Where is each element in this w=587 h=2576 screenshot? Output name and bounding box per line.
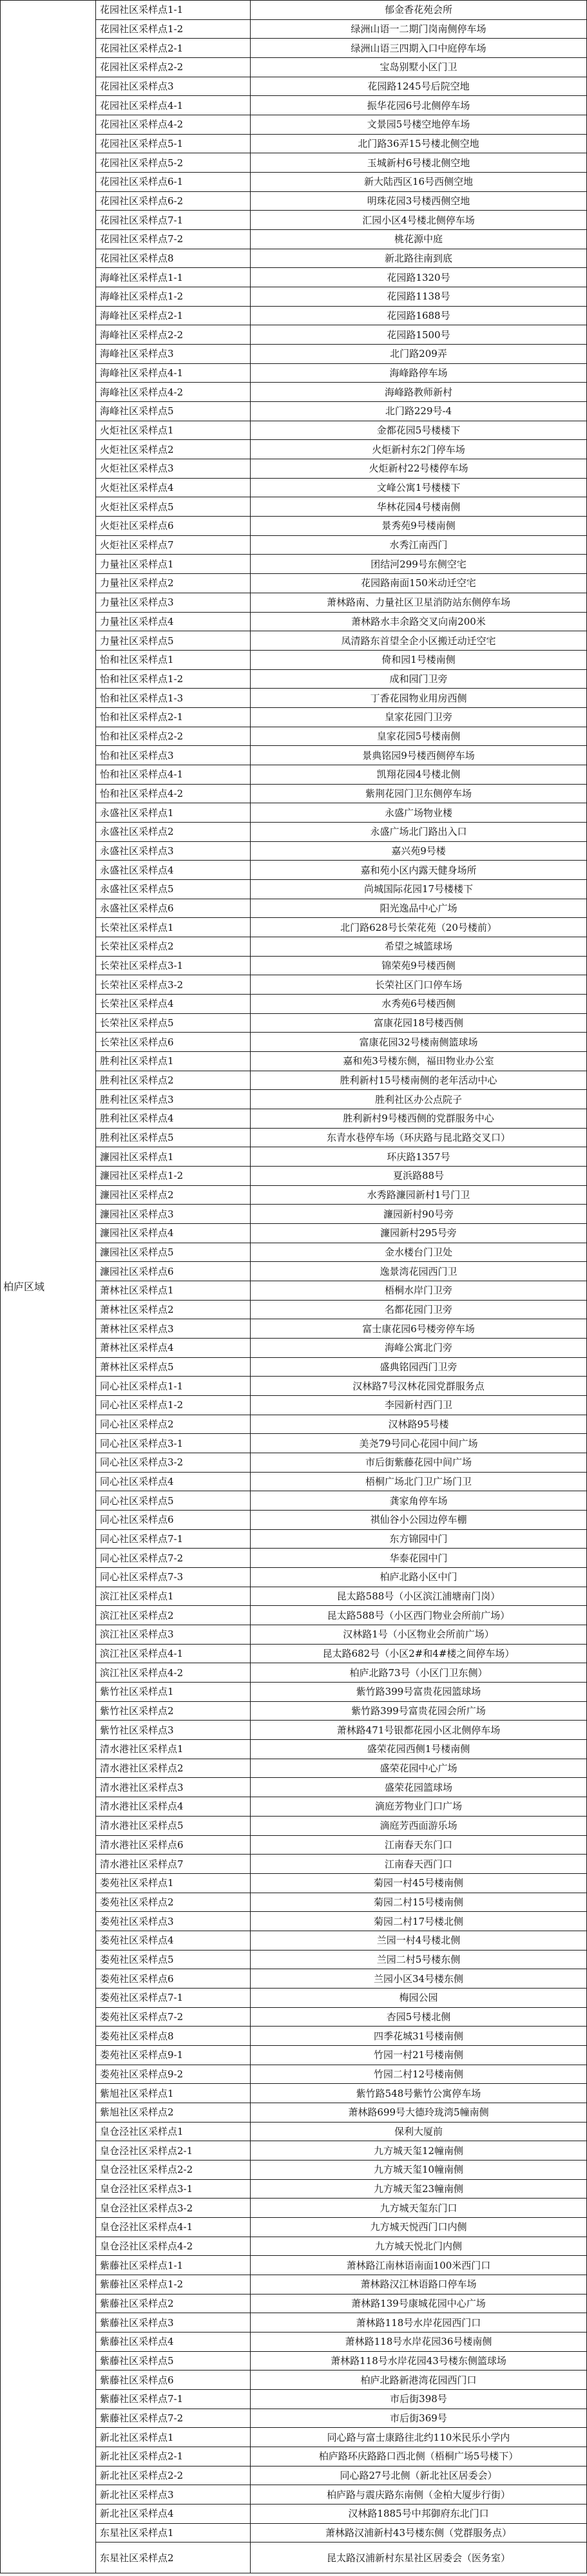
sampling-point-name-cell: 怡和社区采样点1-2: [96, 669, 251, 689]
table-body: [1, 1, 587, 2573]
sampling-point-name-cell: 花园社区采样点2-1: [96, 39, 251, 58]
sampling-point-name-cell: 火炬社区采样点6: [96, 517, 251, 536]
sampling-point-name-cell: 海峰社区采样点2-1: [96, 306, 251, 325]
sampling-location-cell: 九方城天玺12幢南侧: [251, 2141, 587, 2161]
sampling-point-name-cell: 永盛社区采样点1: [96, 803, 251, 823]
sampling-point-name-cell: 娄苑社区采样点7-1: [96, 1988, 251, 2007]
sampling-point-name-cell: 萧林社区采样点4: [96, 1339, 251, 1358]
sampling-point-name-cell: 花园社区采样点5-1: [96, 134, 251, 153]
sampling-location-cell: 昆太路682号（小区2#和4#楼之间停车场）: [251, 1644, 587, 1663]
sampling-location-cell: 嘉和苑3号楼东侧，福田物业办公室: [251, 1051, 587, 1071]
sampling-location-cell: 兰园一村4号楼北侧: [251, 1931, 587, 1950]
sampling-point-name-cell: 同心社区采样点7-3: [96, 1568, 251, 1587]
sampling-point-name-cell: 新北社区采样点1: [96, 2428, 251, 2447]
sampling-location-cell: 凤清路东首望全企小区搬迁动迁空宅: [251, 631, 587, 651]
sampling-point-name-cell: 胜利社区采样点3: [96, 1090, 251, 1109]
sampling-location-cell: 同心路与富士康路往北约110米民乐小学内: [251, 2428, 587, 2447]
sampling-location-cell: 柏庐北路小区中门: [251, 1568, 587, 1587]
sampling-point-name-cell: 花园社区采样点6-1: [96, 173, 251, 192]
sampling-location-cell: 龚家角停车场: [251, 1491, 587, 1511]
sampling-location-cell: 新大陆西区16号西侧空地: [251, 173, 587, 192]
sampling-location-cell: 金水楼台门卫处: [251, 1243, 587, 1262]
sampling-location-cell: 花园路南面150米动迁空宅: [251, 574, 587, 593]
sampling-location-cell: 宝岛别墅小区门卫: [251, 58, 587, 77]
sampling-point-name-cell: 永盛社区采样点6: [96, 899, 251, 918]
sampling-location-cell: 夏浜路88号: [251, 1166, 587, 1185]
sampling-location-cell: 花园路1245号后院空地: [251, 77, 587, 96]
sampling-point-name-cell: 皇仓泾社区采样点3-2: [96, 2199, 251, 2218]
sampling-location-cell: 梅园公园: [251, 1988, 587, 2007]
sampling-location-cell: 梧桐水岸门卫旁: [251, 1281, 587, 1301]
sampling-location-cell: 胜利社区办公点院子: [251, 1090, 587, 1109]
sampling-location-cell: 兰园小区34号楼东侧: [251, 1969, 587, 1989]
sampling-point-name-cell: 娄苑社区采样点2: [96, 1893, 251, 1912]
sampling-location-cell: 紫竹路399号富贵花园会所广场: [251, 1701, 587, 1721]
sampling-point-name-cell: 长荣社区采样点6: [96, 1033, 251, 1052]
sampling-location-cell: 昆太路588号（小区滨江浦塘南门岗）: [251, 1587, 587, 1606]
sampling-point-name-cell: 滨江社区采样点3: [96, 1625, 251, 1645]
sampling-location-cell: 团结河299号东侧空宅: [251, 555, 587, 574]
sampling-point-name-cell: 紫旭社区采样点1: [96, 2084, 251, 2103]
sampling-location-cell: 华林花园4号楼南侧: [251, 497, 587, 517]
sampling-point-name-cell: 紫藤社区采样点1-2: [96, 2275, 251, 2294]
sampling-point-name-cell: 新北社区采样点4: [96, 2504, 251, 2524]
sampling-point-name-cell: 花园社区采样点8: [96, 249, 251, 268]
sampling-point-name-cell: 同心社区采样点3-2: [96, 1453, 251, 1473]
sampling-location-cell: 萧林路汉江林语路口停车场: [251, 2275, 587, 2294]
sampling-point-name-cell: 火炬社区采样点7: [96, 535, 251, 555]
sampling-point-name-cell: 海峰社区采样点1-1: [96, 268, 251, 287]
sampling-point-name-cell: 同心社区采样点1-2: [96, 1396, 251, 1415]
sampling-location-cell: 萧林路南、力量社区卫星消防站东侧停车场: [251, 593, 587, 612]
sampling-point-name-cell: 火炬社区采样点3: [96, 459, 251, 479]
sampling-location-cell: 萧林路水丰余路交叉向南200米: [251, 612, 587, 631]
sampling-point-name-cell: 火炬社区采样点4: [96, 478, 251, 497]
sampling-location-cell: 锦荣苑9号楼西侧: [251, 956, 587, 975]
sampling-point-name-cell: 同心社区采样点7-2: [96, 1549, 251, 1568]
sampling-point-name-cell: 皇仓泾社区采样点4-2: [96, 2237, 251, 2256]
sampling-location-cell: 火炬新村东2门停车场: [251, 440, 587, 459]
sampling-point-name-cell: 娄苑社区采样点3: [96, 1912, 251, 1931]
sampling-point-name-cell: 同心社区采样点3-1: [96, 1434, 251, 1453]
sampling-location-cell: 竹园一村21号楼南侧: [251, 2045, 587, 2065]
sampling-point-name-cell: 火炬社区采样点1: [96, 421, 251, 440]
sampling-point-name-cell: 同心社区采样点1-1: [96, 1377, 251, 1396]
sampling-location-cell: 滴庭芳物业门口广场: [251, 1797, 587, 1817]
sampling-location-cell: 北门路229号-4: [251, 402, 587, 421]
sampling-location-cell: 振华花园6号北侧停车场: [251, 96, 587, 115]
sampling-point-name-cell: 火炬社区采样点5: [96, 497, 251, 517]
sampling-location-cell: 绿洲山语一二期门岗南侧停车场: [251, 19, 587, 39]
sampling-point-name-cell: 同心社区采样点5: [96, 1491, 251, 1511]
sampling-point-name-cell: 紫竹社区采样点3: [96, 1721, 251, 1740]
sampling-location-cell: 金都花园5号楼楼下: [251, 421, 587, 440]
sampling-location-cell: 海峰路教师新村: [251, 383, 587, 402]
sampling-location-cell: 萧林路139号康城花园中心广场: [251, 2294, 587, 2313]
sampling-point-name-cell: 同心社区采样点2: [96, 1415, 251, 1434]
sampling-point-name-cell: 濂园社区采样点5: [96, 1243, 251, 1262]
sampling-location-cell: 希望之城篮球场: [251, 937, 587, 956]
sampling-point-name-cell: 娄苑社区采样点8: [96, 2027, 251, 2046]
sampling-point-name-cell: 濂园社区采样点1-2: [96, 1166, 251, 1185]
sampling-location-cell: 祺仙谷小公园边停车棚: [251, 1511, 587, 1530]
sampling-location-cell: 萧林路118号水岸花园西门口: [251, 2313, 587, 2333]
sampling-location-cell: 文峰公寓1号楼楼下: [251, 478, 587, 497]
sampling-location-cell: 永盛广场北门路出入口: [251, 822, 587, 841]
sampling-location-cell: 市后街紫藤花园中间广场: [251, 1453, 587, 1473]
sampling-point-name-cell: 清水港社区采样点3: [96, 1778, 251, 1797]
sampling-point-name-cell: 同心社区采样点6: [96, 1511, 251, 1530]
sampling-location-cell: 九方城天玺23幢南侧: [251, 2179, 587, 2199]
sampling-location-cell: 九方城天悦北门内侧: [251, 2237, 587, 2256]
sampling-location-cell: 火炬新村22号楼停车场: [251, 459, 587, 479]
sampling-location-cell: 花园路1500号: [251, 325, 587, 345]
sampling-location-cell: 濂园新村90号旁: [251, 1205, 587, 1224]
sampling-point-name-cell: 濂园社区采样点1: [96, 1147, 251, 1167]
sampling-location-cell: 阳光逸品中心广场: [251, 899, 587, 918]
sampling-point-name-cell: 花园社区采样点5-2: [96, 153, 251, 173]
sampling-point-name-cell: 胜利社区采样点5: [96, 1128, 251, 1147]
sampling-location-cell: 东方锦园中门: [251, 1529, 587, 1549]
sampling-location-cell: 江南春天东门口: [251, 1835, 587, 1855]
sampling-point-name-cell: 新北社区采样点3: [96, 2485, 251, 2504]
sampling-location-cell: 萧林路118号水岸花园43号楼东侧篮球场: [251, 2351, 587, 2371]
sampling-location-cell: 昆太路汉浦新村东星社区居委会（医务室）: [251, 2543, 587, 2573]
sampling-point-name-cell: 胜利社区采样点1: [96, 1051, 251, 1071]
sampling-point-name-cell: 怡和社区采样点3: [96, 746, 251, 765]
sampling-point-name-cell: 永盛社区采样点5: [96, 879, 251, 899]
sampling-location-cell: 丁香花园物业用房西侧: [251, 689, 587, 708]
sampling-location-cell: 九方城天玺10幢南侧: [251, 2160, 587, 2179]
sampling-location-cell: 东青水巷停车场（环庆路与昆北路交叉口）: [251, 1128, 587, 1147]
sampling-location-cell: 海峰路停车场: [251, 363, 587, 383]
sampling-location-cell: 柏庐路与震庆路东南侧（金柏大厦步行街）: [251, 2485, 587, 2504]
sampling-point-name-cell: 滨江社区采样点2: [96, 1606, 251, 1625]
sampling-point-name-cell: 紫藤社区采样点1-1: [96, 2256, 251, 2275]
sampling-location-cell: 嘉和苑小区内露天健身场所: [251, 861, 587, 880]
sampling-point-name-cell: 萧林社区采样点5: [96, 1357, 251, 1377]
sampling-point-name-cell: 力量社区采样点1: [96, 555, 251, 574]
sampling-point-name-cell: 紫藤社区采样点6: [96, 2371, 251, 2390]
sampling-point-name-cell: 海峰社区采样点4-2: [96, 383, 251, 402]
sampling-point-name-cell: 海峰社区采样点3: [96, 345, 251, 364]
sampling-point-name-cell: 胜利社区采样点4: [96, 1109, 251, 1128]
sampling-location-cell: 花园路1320号: [251, 268, 587, 287]
sampling-location-cell: 北门路628号长荣花苑（20号楼前）: [251, 918, 587, 937]
sampling-point-name-cell: 怡和社区采样点1-3: [96, 689, 251, 708]
sampling-point-name-cell: 花园社区采样点7-1: [96, 211, 251, 230]
sampling-location-cell: 市后街398号: [251, 2389, 587, 2409]
sampling-point-name-cell: 娄苑社区采样点9-1: [96, 2045, 251, 2065]
sampling-location-cell: 嘉兴苑9号楼: [251, 841, 587, 861]
sampling-location-cell: 尚城国际花园17号楼楼下: [251, 879, 587, 899]
sampling-location-cell: 菊园一村45号楼南侧: [251, 1873, 587, 1893]
sampling-point-name-cell: 东星社区采样点1: [96, 2523, 251, 2543]
sampling-point-name-cell: 花园社区采样点6-2: [96, 191, 251, 211]
sampling-location-cell: 汉林路7号汉林花园党群服务点: [251, 1377, 587, 1396]
sampling-point-name-cell: 皇仓泾社区采样点3-1: [96, 2179, 251, 2199]
sampling-location-cell: 富康花园18号楼西侧: [251, 1013, 587, 1033]
district-cell: 柏庐区域: [1, 1, 96, 2573]
sampling-point-name-cell: 力量社区采样点2: [96, 574, 251, 593]
sampling-location-cell: 逸景湾花园西门卫: [251, 1262, 587, 1281]
sampling-location-cell: 北门路36弄15号楼北侧空地: [251, 134, 587, 153]
sampling-location-cell: 倚和园1号楼南侧: [251, 650, 587, 669]
sampling-location-cell: 江南春天西门口: [251, 1855, 587, 1874]
sampling-point-name-cell: 滨江社区采样点4-1: [96, 1644, 251, 1663]
sampling-location-cell: 郁金香花苑会所: [251, 1, 587, 20]
sampling-point-name-cell: 花园社区采样点1-1: [96, 1, 251, 20]
sampling-location-cell: 盛荣花园篮球场: [251, 1778, 587, 1797]
sampling-location-cell: 汉林路1号（小区物业会所前广场）: [251, 1625, 587, 1645]
sampling-point-name-cell: 怡和社区采样点4-2: [96, 784, 251, 803]
sampling-location-cell: 盛典铭园西门卫旁: [251, 1357, 587, 1377]
sampling-point-name-cell: 花园社区采样点4-1: [96, 96, 251, 115]
sampling-location-cell: 富康花园32号楼南侧篮球场: [251, 1033, 587, 1052]
sampling-point-name-cell: 怡和社区采样点1: [96, 650, 251, 669]
sampling-location-cell: 盛荣花园中心广场: [251, 1759, 587, 1778]
sampling-point-name-cell: 紫藤社区采样点4: [96, 2332, 251, 2351]
sampling-point-name-cell: 海峰社区采样点2-2: [96, 325, 251, 345]
sampling-point-name-cell: 新北社区采样点2-2: [96, 2466, 251, 2485]
sampling-point-name-cell: 濂园社区采样点3: [96, 1205, 251, 1224]
sampling-location-cell: 保利大厦前: [251, 2122, 587, 2141]
sampling-point-name-cell: 紫竹社区采样点1: [96, 1683, 251, 1702]
sampling-location-cell: 九方城天悦西门口内侧: [251, 2217, 587, 2237]
sampling-point-name-cell: 海峰社区采样点4-1: [96, 363, 251, 383]
sampling-point-name-cell: 濂园社区采样点6: [96, 1262, 251, 1281]
sampling-location-cell: 水秀苑6号楼西侧: [251, 994, 587, 1013]
sampling-location-cell: 萧林路汉浦新村43号楼东侧（党群服务点）: [251, 2523, 587, 2543]
sampling-point-name-cell: 濂园社区采样点4: [96, 1224, 251, 1243]
sampling-point-name-cell: 怡和社区采样点2-1: [96, 707, 251, 727]
sampling-point-name-cell: 长荣社区采样点3-1: [96, 956, 251, 975]
sampling-location-cell: 竹园二村12号楼南侧: [251, 2065, 587, 2084]
sampling-point-name-cell: 滨江社区采样点1: [96, 1587, 251, 1606]
sampling-point-name-cell: 胜利社区采样点2: [96, 1071, 251, 1090]
sampling-point-name-cell: 娄苑社区采样点9-2: [96, 2065, 251, 2084]
sampling-location-cell: 滴庭芳西面游乐场: [251, 1816, 587, 1835]
sampling-location-cell: 景秀苑9号楼南侧: [251, 517, 587, 536]
sampling-location-cell: 富士康花园6号楼旁停车场: [251, 1319, 587, 1339]
sampling-point-name-cell: 皇仓泾社区采样点4-1: [96, 2217, 251, 2237]
sampling-point-name-cell: 皇仓泾社区采样点1: [96, 2122, 251, 2141]
sampling-location-cell: 菊园二村15号楼南侧: [251, 1893, 587, 1912]
sampling-point-name-cell: 长荣社区采样点5: [96, 1013, 251, 1033]
sampling-location-cell: 胜利新村15号楼南侧的老年活动中心: [251, 1071, 587, 1090]
sampling-point-name-cell: 清水港社区采样点2: [96, 1759, 251, 1778]
sampling-location-cell: 花园路1688号: [251, 306, 587, 325]
sampling-location-cell: 胜利新村9号楼西侧的党群服务中心: [251, 1109, 587, 1128]
sampling-location-cell: 四季花城31号楼南侧: [251, 2027, 587, 2046]
sampling-point-name-cell: 紫竹社区采样点2: [96, 1701, 251, 1721]
sampling-location-cell: 成和园门卫旁: [251, 669, 587, 689]
sampling-location-cell: 北门路209弄: [251, 345, 587, 364]
sampling-point-name-cell: 娄苑社区采样点4: [96, 1931, 251, 1950]
sampling-point-name-cell: 长荣社区采样点1: [96, 918, 251, 937]
sampling-location-cell: 柏庐北路新港湾花园西门口: [251, 2371, 587, 2390]
sampling-point-name-cell: 萧林社区采样点1: [96, 1281, 251, 1301]
sampling-point-name-cell: 皇仓泾社区采样点2-2: [96, 2160, 251, 2179]
sampling-point-name-cell: 清水港社区采样点1: [96, 1740, 251, 1759]
sampling-point-name-cell: 清水港社区采样点6: [96, 1835, 251, 1855]
sampling-location-cell: 紫竹路548号紫竹公寓停车场: [251, 2084, 587, 2103]
sampling-location-cell: 海峰公寓北门旁: [251, 1339, 587, 1358]
sampling-point-name-cell: 永盛社区采样点3: [96, 841, 251, 861]
sampling-location-cell: 桃花源中庭: [251, 230, 587, 249]
sampling-location-cell: 长荣社区门口停车场: [251, 975, 587, 995]
sampling-location-cell: 名都花园门卫旁: [251, 1300, 587, 1319]
sampling-point-name-cell: 海峰社区采样点1-2: [96, 287, 251, 307]
sampling-location-cell: 九方城天玺东门口: [251, 2199, 587, 2218]
sampling-location-cell: 紫竹路399号富贵花园篮球场: [251, 1683, 587, 1702]
sampling-location-cell: 文景园5号楼空地停车场: [251, 115, 587, 135]
sampling-location-cell: 梧桐广场北门卫广场门卫: [251, 1472, 587, 1491]
sampling-location-cell: 皇家花园门卫旁: [251, 707, 587, 727]
sampling-point-name-cell: 长荣社区采样点2: [96, 937, 251, 956]
sampling-point-name-cell: 清水港社区采样点7: [96, 1855, 251, 1874]
sampling-location-cell: 水秀路濂园新村1号门卫: [251, 1185, 587, 1205]
sampling-point-name-cell: 娄苑社区采样点5: [96, 1950, 251, 1969]
sampling-point-name-cell: 怡和社区采样点2-2: [96, 727, 251, 746]
sampling-location-cell: 新北路往南到底: [251, 249, 587, 268]
sampling-location-cell: 永盛广场物业楼: [251, 803, 587, 823]
sampling-point-name-cell: 紫藤社区采样点2: [96, 2294, 251, 2313]
sampling-location-cell: 景典铭园9号楼西侧停车场: [251, 746, 587, 765]
sampling-location-cell: 汉林路95号楼: [251, 1415, 587, 1434]
sampling-point-name-cell: 永盛社区采样点2: [96, 822, 251, 841]
sampling-point-name-cell: 清水港社区采样点5: [96, 1816, 251, 1835]
sampling-location-cell: 昆太路588号（小区西门物业会所前广场）: [251, 1606, 587, 1625]
sampling-location-cell: 萧林路471号银都花园小区北侧停车场: [251, 1721, 587, 1740]
sampling-point-name-cell: 萧林社区采样点3: [96, 1319, 251, 1339]
sampling-point-name-cell: 长荣社区采样点3-2: [96, 975, 251, 995]
sampling-point-name-cell: 同心社区采样点7-1: [96, 1529, 251, 1549]
sampling-location-cell: 兰园二村5号楼东侧: [251, 1950, 587, 1969]
sampling-location-cell: 萧林路江南林语南面100米西门口: [251, 2256, 587, 2275]
sampling-point-name-cell: 清水港社区采样点4: [96, 1797, 251, 1817]
sampling-point-name-cell: 力量社区采样点3: [96, 593, 251, 612]
sampling-point-name-cell: 同心社区采样点4: [96, 1472, 251, 1491]
sampling-point-name-cell: 东星社区采样点2: [96, 2543, 251, 2573]
table-row: [1, 1, 587, 20]
sampling-point-name-cell: 花园社区采样点3: [96, 77, 251, 96]
sampling-location-cell: 萧林路118号水岸花园36号楼南侧: [251, 2332, 587, 2351]
sampling-point-name-cell: 濂园社区采样点2: [96, 1185, 251, 1205]
sampling-location-cell: 杏园5号楼北侧: [251, 2007, 587, 2027]
sampling-location-cell: 皇家花园5号楼南侧: [251, 727, 587, 746]
sampling-location-cell: 汇园小区4号楼北侧停车场: [251, 211, 587, 230]
sampling-location-cell: 同心路27号北侧（新北社区居委会）: [251, 2466, 587, 2485]
sampling-location-cell: 菊园二村17号楼北侧: [251, 1912, 587, 1931]
sampling-point-name-cell: 紫藤社区采样点7-2: [96, 2409, 251, 2428]
sampling-location-cell: 柏庐路环庆路路口西北侧（梧桐广场5号楼下）: [251, 2447, 587, 2466]
sampling-point-name-cell: 海峰社区采样点5: [96, 402, 251, 421]
sampling-point-name-cell: 火炬社区采样点2: [96, 440, 251, 459]
sampling-location-cell: 市后街369号: [251, 2409, 587, 2428]
sampling-point-name-cell: 花园社区采样点4-2: [96, 115, 251, 135]
sampling-location-cell: 盛荣花园西侧1号楼南侧: [251, 1740, 587, 1759]
sampling-location-cell: 玉城新村6号楼北侧空地: [251, 153, 587, 173]
sampling-point-name-cell: 花园社区采样点7-2: [96, 230, 251, 249]
sampling-point-name-cell: 娄苑社区采样点7-2: [96, 2007, 251, 2027]
sampling-point-name-cell: 紫旭社区采样点2: [96, 2103, 251, 2122]
sampling-point-name-cell: 力量社区采样点5: [96, 631, 251, 651]
sampling-point-name-cell: 紫藤社区采样点5: [96, 2351, 251, 2371]
sampling-location-cell: 明珠花园3号楼西侧空地: [251, 191, 587, 211]
sampling-location-cell: 汉林路1885号中邦御府东北门口: [251, 2504, 587, 2524]
sampling-location-cell: 绿洲山语三四期入口中庭停车场: [251, 39, 587, 58]
sampling-point-name-cell: 紫藤社区采样点3: [96, 2313, 251, 2333]
sampling-point-name-cell: 娄苑社区采样点6: [96, 1969, 251, 1989]
sampling-point-name-cell: 长荣社区采样点4: [96, 994, 251, 1013]
sampling-point-name-cell: 娄苑社区采样点1: [96, 1873, 251, 1893]
sampling-location-cell: 柏庐北路73号（小区门卫东侧）: [251, 1663, 587, 1683]
sampling-location-cell: 华泰花园中门: [251, 1549, 587, 1568]
sampling-location-cell: 凯翔花园4号楼北侧: [251, 765, 587, 784]
sampling-point-name-cell: 新北社区采样点2-1: [96, 2447, 251, 2466]
sampling-point-name-cell: 皇仓泾社区采样点2-1: [96, 2141, 251, 2161]
sampling-point-name-cell: 花园社区采样点2-2: [96, 58, 251, 77]
sampling-location-cell: 濂园新村295号旁: [251, 1224, 587, 1243]
sampling-location-cell: 萧林路699号大德玲珑湾5幢南侧: [251, 2103, 587, 2122]
sampling-location-cell: 水秀江南西门: [251, 535, 587, 555]
sampling-location-cell: 李园新村西门卫: [251, 1396, 587, 1415]
sampling-point-name-cell: 滨江社区采样点4-2: [96, 1663, 251, 1683]
sampling-location-cell: 紫荆花园门卫东侧停车场: [251, 784, 587, 803]
sampling-point-name-cell: 紫藤社区采样点7-1: [96, 2389, 251, 2409]
sampling-point-name-cell: 力量社区采样点4: [96, 612, 251, 631]
sampling-point-name-cell: 花园社区采样点1-2: [96, 19, 251, 39]
sampling-location-cell: 环庆路1357号: [251, 1147, 587, 1167]
sampling-location-cell: 美尧79号同心花园中间广场: [251, 1434, 587, 1453]
sampling-location-cell: 花园路1138号: [251, 287, 587, 307]
sampling-point-name-cell: 萧林社区采样点2: [96, 1300, 251, 1319]
sampling-point-name-cell: 永盛社区采样点4: [96, 861, 251, 880]
sampling-point-name-cell: 怡和社区采样点4-1: [96, 765, 251, 784]
